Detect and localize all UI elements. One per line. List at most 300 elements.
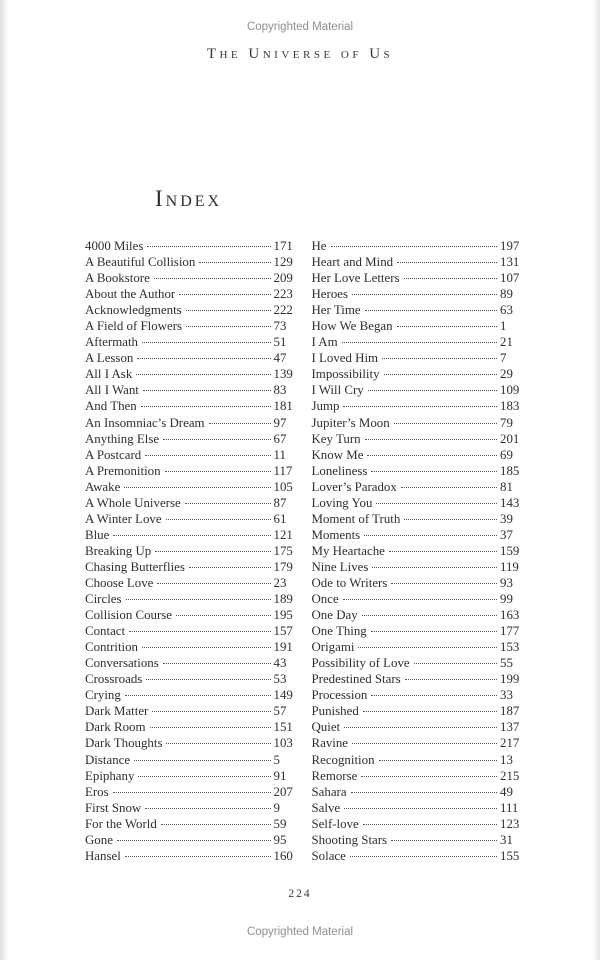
entry-page-number: 215 bbox=[500, 768, 520, 783]
dot-leader bbox=[143, 390, 271, 391]
index-entry bbox=[85, 416, 297, 432]
entry-page-number: 119 bbox=[500, 559, 519, 574]
index-column-left bbox=[85, 239, 297, 865]
dot-leader bbox=[382, 358, 497, 359]
index-entry bbox=[85, 592, 297, 608]
entry-page-number: 177 bbox=[500, 624, 520, 639]
dot-leader bbox=[371, 631, 497, 632]
index-entry bbox=[312, 560, 524, 576]
entry-title: Awake bbox=[85, 479, 121, 494]
entry-title: Loving You bbox=[311, 495, 373, 510]
dot-leader bbox=[147, 246, 270, 247]
entry-page-number: 187 bbox=[500, 704, 520, 719]
entry-title: About the Author bbox=[85, 287, 176, 302]
index-entry bbox=[85, 383, 297, 399]
copyright-notice-top: Copyrighted Material bbox=[246, 21, 354, 33]
entry-page-number: 151 bbox=[273, 720, 293, 735]
book-title: The Universe of Us bbox=[206, 46, 394, 62]
index-entry bbox=[312, 720, 524, 736]
entry-title: Punished bbox=[311, 704, 359, 719]
entry-page-number: 1 bbox=[500, 319, 507, 334]
entry-title: Quiet bbox=[311, 720, 341, 735]
entry-title: Collision Course bbox=[85, 608, 173, 623]
entry-page-number: 69 bbox=[500, 447, 513, 462]
entry-title: Crossroads bbox=[85, 672, 143, 687]
index-entry bbox=[312, 656, 524, 672]
entry-page-number: 81 bbox=[500, 479, 513, 494]
dot-leader bbox=[185, 503, 271, 504]
index-entry bbox=[312, 801, 524, 817]
entry-title: Crying bbox=[85, 688, 121, 703]
dot-leader bbox=[404, 278, 497, 279]
index-entry bbox=[85, 464, 297, 480]
dot-leader bbox=[179, 294, 270, 295]
entry-title: How We Began bbox=[311, 319, 393, 334]
index-entry bbox=[85, 351, 297, 367]
entry-title: Impossibility bbox=[311, 367, 380, 382]
dot-leader bbox=[363, 824, 497, 825]
entry-page-number: 91 bbox=[273, 768, 287, 783]
entry-page-number: 207 bbox=[273, 784, 293, 799]
dot-leader bbox=[134, 760, 270, 761]
entry-title: A Lesson bbox=[85, 351, 134, 366]
entry-page-number: 83 bbox=[273, 383, 287, 398]
index-entry bbox=[85, 688, 297, 704]
entry-title: Solace bbox=[311, 848, 346, 863]
index-entry bbox=[312, 576, 524, 592]
entry-title: And Then bbox=[85, 399, 137, 414]
index-entry bbox=[85, 608, 297, 624]
entry-page-number: 175 bbox=[273, 543, 293, 558]
index-entry bbox=[312, 544, 524, 560]
entry-title: Choose Love bbox=[85, 575, 154, 590]
entry-title: Conversations bbox=[85, 656, 159, 671]
entry-page-number: 11 bbox=[273, 447, 286, 462]
entry-title: A Postcard bbox=[85, 447, 142, 462]
dot-leader bbox=[125, 856, 271, 857]
entry-title: Jupiter’s Moon bbox=[311, 415, 390, 430]
dot-leader bbox=[136, 374, 270, 375]
index-entry bbox=[85, 399, 297, 415]
index-entry bbox=[312, 512, 524, 528]
index-entry bbox=[312, 383, 524, 399]
dot-leader bbox=[344, 727, 497, 728]
entry-title: Ravine bbox=[311, 736, 349, 751]
entry-title: I Loved Him bbox=[311, 351, 379, 366]
entry-page-number: 209 bbox=[273, 271, 293, 286]
entry-page-number: 63 bbox=[500, 303, 513, 318]
index-entry bbox=[85, 769, 297, 785]
index-entry bbox=[312, 640, 524, 656]
index-entry bbox=[312, 432, 524, 448]
dot-leader bbox=[176, 615, 270, 616]
index-entry bbox=[85, 801, 297, 817]
entry-title: Loneliness bbox=[311, 463, 368, 478]
entry-page-number: 189 bbox=[273, 592, 293, 607]
dot-leader bbox=[414, 663, 497, 664]
dot-leader bbox=[209, 423, 271, 424]
entry-page-number: 21 bbox=[500, 335, 513, 350]
entry-title: Dark Matter bbox=[85, 704, 149, 719]
entry-title: All I Want bbox=[85, 383, 139, 398]
dot-leader bbox=[331, 246, 497, 247]
entry-page-number: 183 bbox=[500, 399, 520, 414]
entry-title: Acknowledgments bbox=[85, 303, 182, 318]
entry-page-number: 222 bbox=[273, 303, 293, 318]
dot-leader bbox=[150, 727, 271, 728]
index-entry bbox=[312, 688, 524, 704]
entry-title: Jump bbox=[311, 399, 340, 414]
index-entry bbox=[312, 753, 524, 769]
entry-page-number: 160 bbox=[273, 848, 293, 863]
index-entry bbox=[85, 785, 297, 801]
index-entry bbox=[85, 704, 297, 720]
entry-page-number: 153 bbox=[500, 640, 520, 655]
entry-page-number: 121 bbox=[273, 527, 293, 542]
entry-page-number: 95 bbox=[273, 832, 287, 847]
entry-page-number: 103 bbox=[273, 736, 293, 751]
entry-page-number: 139 bbox=[273, 367, 293, 382]
dot-leader bbox=[350, 856, 497, 857]
dot-leader bbox=[372, 567, 497, 568]
entry-title: A Winter Love bbox=[85, 511, 162, 526]
entry-page-number: 33 bbox=[500, 688, 513, 703]
dot-leader bbox=[358, 647, 497, 648]
index-entry bbox=[85, 720, 297, 736]
dot-leader bbox=[365, 439, 497, 440]
index-entry bbox=[312, 785, 524, 801]
entry-page-number: 159 bbox=[500, 543, 520, 558]
index-entry bbox=[312, 287, 524, 303]
entry-page-number: 43 bbox=[273, 656, 287, 671]
dot-leader bbox=[401, 487, 497, 488]
index-entry bbox=[312, 335, 524, 351]
entry-page-number: 67 bbox=[273, 431, 287, 446]
entry-page-number: 47 bbox=[273, 351, 287, 366]
dot-leader bbox=[394, 423, 497, 424]
index-entry bbox=[85, 319, 297, 335]
dot-leader bbox=[154, 278, 271, 279]
dot-leader bbox=[342, 342, 497, 343]
entry-title: Shooting Stars bbox=[311, 832, 388, 847]
entry-title: Breaking Up bbox=[85, 543, 152, 558]
dot-leader bbox=[145, 808, 270, 809]
dot-leader bbox=[405, 679, 497, 680]
entry-title: I Will Cry bbox=[311, 383, 364, 398]
entry-title: Nine Lives bbox=[311, 559, 369, 574]
index-entry bbox=[85, 432, 297, 448]
entry-title: Heart and Mind bbox=[311, 255, 394, 270]
dot-leader bbox=[138, 776, 270, 777]
entry-title: Dark Room bbox=[85, 720, 146, 735]
entry-title: Anything Else bbox=[85, 431, 160, 446]
index-entry bbox=[85, 512, 297, 528]
entry-page-number: 73 bbox=[273, 319, 287, 334]
dot-leader bbox=[146, 679, 270, 680]
dot-leader bbox=[343, 406, 497, 407]
index-entry bbox=[85, 736, 297, 752]
index-entry bbox=[85, 287, 297, 303]
entry-page-number: 5 bbox=[273, 752, 280, 767]
index-entry bbox=[85, 753, 297, 769]
entry-page-number: 37 bbox=[500, 527, 513, 542]
entry-page-number: 97 bbox=[273, 415, 287, 430]
dot-leader bbox=[379, 760, 497, 761]
entry-title: I Am bbox=[311, 335, 338, 350]
dot-leader bbox=[166, 743, 270, 744]
entry-title: Moments bbox=[311, 527, 361, 542]
index-entry bbox=[312, 303, 524, 319]
entry-page-number: 53 bbox=[273, 672, 287, 687]
dot-leader bbox=[145, 455, 270, 456]
index-entry bbox=[312, 496, 524, 512]
entry-page-number: 155 bbox=[500, 848, 520, 863]
index-entry bbox=[312, 416, 524, 432]
entry-title: First Snow bbox=[85, 800, 142, 815]
entry-title: Possibility of Love bbox=[311, 656, 410, 671]
dot-leader bbox=[343, 599, 497, 600]
dot-leader bbox=[124, 487, 270, 488]
entry-title: Aftermath bbox=[85, 335, 138, 350]
entry-page-number: 107 bbox=[500, 271, 520, 286]
dot-leader bbox=[363, 711, 497, 712]
dot-leader bbox=[113, 792, 271, 793]
dot-leader bbox=[126, 599, 271, 600]
index-entry bbox=[312, 255, 524, 271]
dot-leader bbox=[137, 358, 270, 359]
entry-page-number: 111 bbox=[500, 800, 519, 815]
entry-title: A Beautiful Collision bbox=[85, 255, 196, 270]
index-entry bbox=[85, 640, 297, 656]
entry-title: Epiphany bbox=[85, 768, 135, 783]
entry-page-number: 129 bbox=[273, 255, 293, 270]
index-entry bbox=[312, 704, 524, 720]
index-entry bbox=[312, 769, 524, 785]
dot-leader bbox=[199, 262, 270, 263]
entry-page-number: 49 bbox=[500, 784, 513, 799]
dot-leader bbox=[163, 439, 270, 440]
index-entry bbox=[312, 833, 524, 849]
dot-leader bbox=[117, 840, 271, 841]
entry-title: Remorse bbox=[311, 768, 358, 783]
entry-title: Hansel bbox=[85, 848, 121, 863]
dot-leader bbox=[186, 310, 271, 311]
entry-title: Key Turn bbox=[311, 431, 361, 446]
entry-page-number: 29 bbox=[500, 367, 513, 382]
entry-page-number: 9 bbox=[273, 800, 280, 815]
entry-title: A Field of Flowers bbox=[85, 319, 183, 334]
entry-page-number: 197 bbox=[500, 239, 520, 253]
dot-leader bbox=[155, 551, 270, 552]
entry-page-number: 79 bbox=[500, 415, 513, 430]
dot-leader bbox=[389, 551, 497, 552]
dot-leader bbox=[368, 390, 497, 391]
entry-title: Know Me bbox=[311, 447, 364, 462]
index-entry bbox=[312, 592, 524, 608]
index-entry bbox=[85, 656, 297, 672]
index-entry bbox=[312, 480, 524, 496]
entry-title: Contrition bbox=[85, 640, 138, 655]
entry-page-number: 179 bbox=[273, 559, 293, 574]
index-entry bbox=[312, 399, 524, 415]
entry-page-number: 137 bbox=[500, 720, 520, 735]
dot-leader bbox=[364, 535, 497, 536]
entry-title: Ode to Writers bbox=[311, 575, 388, 590]
entry-title: Lover’s Paradox bbox=[311, 479, 397, 494]
entry-title: Sahara bbox=[311, 784, 347, 799]
entry-page-number: 149 bbox=[273, 688, 293, 703]
dot-leader bbox=[186, 326, 270, 327]
index-entry bbox=[312, 351, 524, 367]
copyright-notice-bottom: Copyrighted Material bbox=[246, 926, 354, 938]
index-column-right bbox=[312, 239, 524, 865]
dot-leader bbox=[391, 583, 497, 584]
entry-title: For the World bbox=[85, 816, 157, 831]
dot-leader bbox=[142, 342, 271, 343]
entry-title: Contact bbox=[85, 624, 126, 639]
entry-title: Predestined Stars bbox=[311, 672, 401, 687]
dot-leader bbox=[152, 711, 270, 712]
entry-page-number: 191 bbox=[273, 640, 293, 655]
entry-page-number: 171 bbox=[273, 239, 293, 253]
dot-leader bbox=[189, 567, 271, 568]
entry-page-number: 163 bbox=[500, 608, 520, 623]
entry-title: Procession bbox=[311, 688, 368, 703]
entry-page-number: 39 bbox=[500, 511, 513, 526]
index-entry bbox=[85, 560, 297, 576]
index-heading: Index bbox=[155, 186, 223, 211]
entry-page-number: 31 bbox=[500, 832, 513, 847]
dot-leader bbox=[161, 824, 271, 825]
entry-page-number: 223 bbox=[273, 287, 293, 302]
page-edge-left bbox=[0, 0, 8, 960]
entry-title: One Day bbox=[311, 608, 358, 623]
entry-page-number: 195 bbox=[273, 608, 293, 623]
dot-leader bbox=[371, 471, 497, 472]
dot-leader bbox=[129, 631, 270, 632]
index-entry bbox=[85, 255, 297, 271]
dot-leader bbox=[362, 615, 497, 616]
entry-page-number: 59 bbox=[273, 816, 287, 831]
entry-title: Blue bbox=[85, 527, 110, 542]
dot-leader bbox=[391, 840, 497, 841]
index-columns bbox=[85, 239, 523, 865]
dot-leader bbox=[113, 535, 270, 536]
entry-title: All I Ask bbox=[85, 367, 133, 382]
dot-leader bbox=[371, 695, 497, 696]
dot-leader bbox=[352, 294, 497, 295]
index-entry bbox=[85, 624, 297, 640]
entry-page-number: 185 bbox=[500, 463, 520, 478]
entry-title: Eros bbox=[85, 784, 109, 799]
dot-leader bbox=[165, 471, 271, 472]
entry-page-number: 93 bbox=[500, 575, 513, 590]
dot-leader bbox=[141, 406, 271, 407]
entry-title: One Thing bbox=[311, 624, 367, 639]
entry-title: Circles bbox=[85, 592, 122, 607]
entry-page-number: 57 bbox=[273, 704, 287, 719]
dot-leader bbox=[157, 583, 270, 584]
entry-page-number: 123 bbox=[500, 816, 520, 831]
entry-title: A Bookstore bbox=[85, 271, 150, 286]
index-entry bbox=[312, 608, 524, 624]
index-entry bbox=[85, 817, 297, 833]
entry-title: Salve bbox=[311, 800, 341, 815]
index-entry bbox=[312, 672, 524, 688]
index-entry bbox=[312, 817, 524, 833]
entry-page-number: 51 bbox=[273, 335, 287, 350]
entry-title: Her Love Letters bbox=[311, 271, 400, 286]
entry-title: Recognition bbox=[311, 752, 375, 767]
entry-title: A Whole Universe bbox=[85, 495, 181, 510]
entry-page-number: 55 bbox=[500, 656, 513, 671]
entry-page-number: 23 bbox=[273, 575, 287, 590]
index-entry bbox=[85, 833, 297, 849]
dot-leader bbox=[367, 455, 497, 456]
entry-page-number: 13 bbox=[500, 752, 513, 767]
entry-title: Origami bbox=[311, 640, 355, 655]
dot-leader bbox=[142, 647, 271, 648]
index-entry bbox=[85, 335, 297, 351]
dot-leader bbox=[352, 743, 497, 744]
entry-title: My Heartache bbox=[311, 543, 385, 558]
entry-page-number: 89 bbox=[500, 287, 513, 302]
entry-page-number: 143 bbox=[500, 495, 520, 510]
entry-title: Chasing Butterflies bbox=[85, 559, 185, 574]
index-entry bbox=[85, 576, 297, 592]
index-entry bbox=[312, 464, 524, 480]
entry-title: Her Time bbox=[311, 303, 361, 318]
index-entry bbox=[85, 544, 297, 560]
dot-leader bbox=[344, 808, 497, 809]
dot-leader bbox=[351, 792, 497, 793]
dot-leader bbox=[361, 776, 497, 777]
index-entry bbox=[312, 736, 524, 752]
index-entry bbox=[85, 448, 297, 464]
entry-page-number: 61 bbox=[273, 511, 287, 526]
dot-leader bbox=[376, 503, 497, 504]
page-edge-right bbox=[592, 0, 600, 960]
index-entry bbox=[312, 239, 524, 255]
index-entry bbox=[312, 271, 524, 287]
index-entry bbox=[312, 528, 524, 544]
dot-leader bbox=[365, 310, 497, 311]
dot-leader bbox=[397, 262, 497, 263]
entry-page-number: 201 bbox=[500, 431, 520, 446]
entry-page-number: 181 bbox=[273, 399, 293, 414]
index-entry bbox=[85, 271, 297, 287]
index-entry bbox=[85, 849, 297, 865]
index-entry bbox=[85, 239, 297, 255]
entry-page-number: 117 bbox=[273, 463, 293, 478]
entry-title: An Insomniac’s Dream bbox=[85, 415, 205, 430]
entry-title: Heroes bbox=[311, 287, 349, 302]
index-entry bbox=[85, 496, 297, 512]
entry-title: Moment of Truth bbox=[311, 511, 401, 526]
index-entry bbox=[312, 319, 524, 335]
entry-page-number: 217 bbox=[500, 736, 520, 751]
dot-leader bbox=[404, 519, 497, 520]
entry-page-number: 99 bbox=[500, 592, 513, 607]
entry-page-number: 157 bbox=[273, 624, 293, 639]
index-entry bbox=[85, 480, 297, 496]
entry-title: Gone bbox=[85, 832, 113, 847]
entry-page-number: 109 bbox=[500, 383, 520, 398]
dot-leader bbox=[397, 326, 497, 327]
index-entry bbox=[85, 303, 297, 319]
index-entry bbox=[85, 367, 297, 383]
entry-title: Dark Thoughts bbox=[85, 736, 163, 751]
